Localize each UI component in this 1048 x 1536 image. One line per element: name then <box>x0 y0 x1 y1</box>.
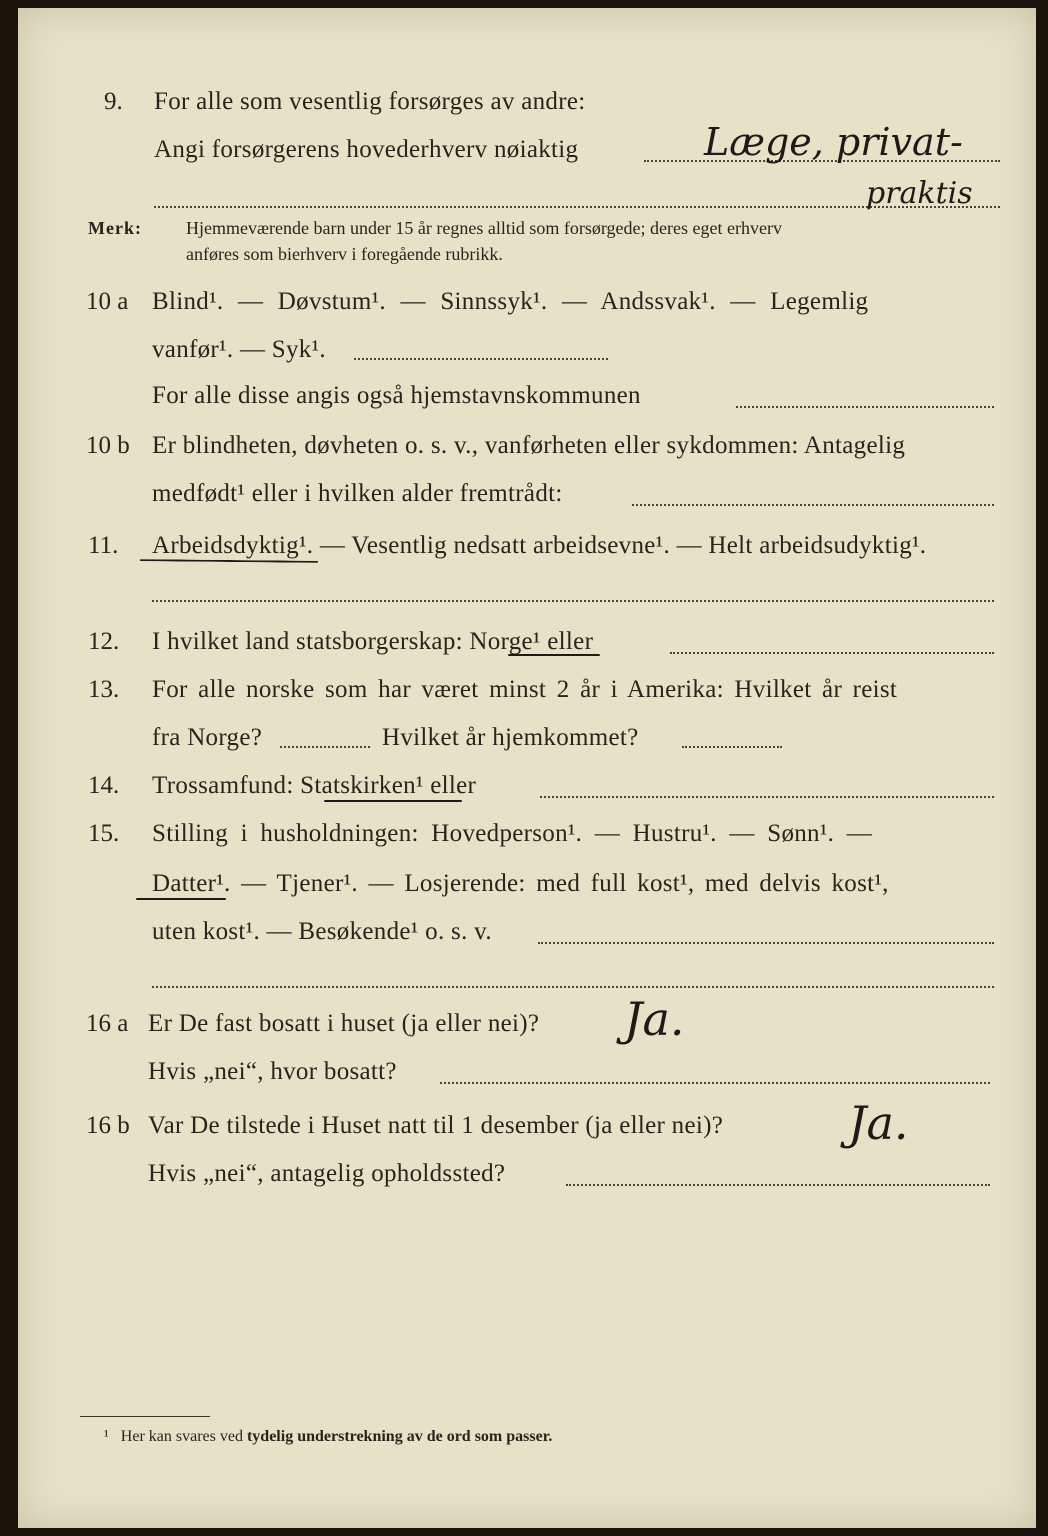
merk-label: Merk: <box>88 218 142 238</box>
footnote-text: Her kan svares ved <box>120 1428 243 1445</box>
q16a-line1: Er De fast bosatt i huset (ja eller nei)? <box>148 1010 540 1037</box>
q16a-line2: Hvis „nei“, hvor bosatt? <box>148 1058 397 1085</box>
q16a-handwritten-answer: Ja. <box>624 992 685 1046</box>
q10b-line2: medfødt¹ eller i hvilken alder fremtrådt: <box>152 480 563 507</box>
q15-answer-line-2 <box>152 986 994 988</box>
q10a-number: 10 a <box>86 288 129 315</box>
footnote <box>104 1428 552 1446</box>
q9-handwritten-answer-1: Læge, privat- <box>704 120 963 164</box>
q13-year-left-line <box>280 746 370 748</box>
footnote-text-bold: tydelig understrekning av de ord som passer. <box>246 1428 553 1445</box>
q16b-number: 16 b <box>86 1112 130 1139</box>
q15-number: 15. <box>88 820 120 847</box>
merk-line1: Hjemmeværende barn under 15 år regnes alltid som forsørgede; deres eget erhverv <box>186 218 782 238</box>
census-form-page <box>18 8 1036 1528</box>
merk-line2: anføres som bierhverv i foregående rubrikk. <box>186 244 503 264</box>
q13-number: 13. <box>88 676 120 703</box>
q13-line2a: fra Norge? <box>152 724 263 751</box>
q14-number: 14. <box>88 772 120 799</box>
q10b-answer-line <box>632 504 994 506</box>
q15-handwritten-underline <box>136 898 226 900</box>
q9-number: 9. <box>104 88 123 115</box>
q11-answer-line <box>152 600 994 602</box>
q12-handwritten-underline <box>508 654 600 656</box>
q15-line3: uten kost¹. — Besøkende¹ o. s. v. <box>152 918 492 945</box>
q15-line2: Datter¹. — Tjener¹. — Losjerende: med full kost¹, med delvis kost¹, <box>152 870 889 897</box>
q10b-number: 10 b <box>86 432 130 459</box>
q14-handwritten-underline <box>324 800 462 802</box>
q12-number: 12. <box>88 628 120 655</box>
q10b-line1: Er blindheten, døvheten o. s. v., vanførheten eller sykdommen: Antagelig <box>152 432 906 459</box>
footnote-mark: ¹ <box>104 1428 109 1445</box>
q15-line1: Stilling i husholdningen: Hovedperson¹. — Hustru¹. — Sønn¹. — <box>152 820 873 847</box>
q16b-line2: Hvis „nei“, antagelig opholdssted? <box>148 1160 506 1187</box>
q14-answer-line <box>540 796 994 798</box>
q10a-line3: For alle disse angis også hjemstavnskommunen <box>152 382 641 409</box>
q16a-number: 16 a <box>86 1010 129 1037</box>
q16b-line1: Var De tilstede i Huset natt til 1 desember (ja eller nei)? <box>148 1112 724 1139</box>
q15-answer-line <box>538 942 994 944</box>
q10a-answer-line <box>354 358 608 360</box>
q12-answer-line <box>670 652 994 654</box>
q12-line1: I hvilket land statsborgerskap: Norge¹ eller <box>152 628 594 655</box>
q13-year-returned-line <box>682 746 782 748</box>
q11-line1: Arbeidsdyktig¹. — Vesentlig nedsatt arbeidsevne¹. — Helt arbeidsudyktig¹. <box>152 532 927 559</box>
q16b-answer-line <box>566 1184 990 1186</box>
q9-line2: Angi forsørgerens hovederhverv nøiaktig <box>154 136 579 163</box>
q13-line2b: Hvilket år hjemkommet? <box>382 724 639 751</box>
q9-line1: For alle som vesentlig forsørges av andre: <box>154 88 586 115</box>
footnote-rule <box>80 1416 210 1417</box>
q14-line1: Trossamfund: Statskirken¹ eller <box>152 772 477 799</box>
q10a-line2: vanfør¹. — Syk¹. <box>152 336 326 363</box>
q10a-line1: Blind¹. — Døvstum¹. — Sinnssyk¹. — Andssvak¹. — Legemlig <box>152 288 869 315</box>
q11-number: 11. <box>88 532 119 559</box>
q16a-answer-line <box>440 1082 990 1084</box>
q9-handwritten-answer-2: praktis <box>866 176 973 211</box>
q13-line1: For alle norske som har været minst 2 år i Amerika: Hvilket år reist <box>152 676 898 703</box>
q10a-hometown-line <box>736 406 994 408</box>
q16b-handwritten-answer: Ja. <box>848 1096 909 1150</box>
